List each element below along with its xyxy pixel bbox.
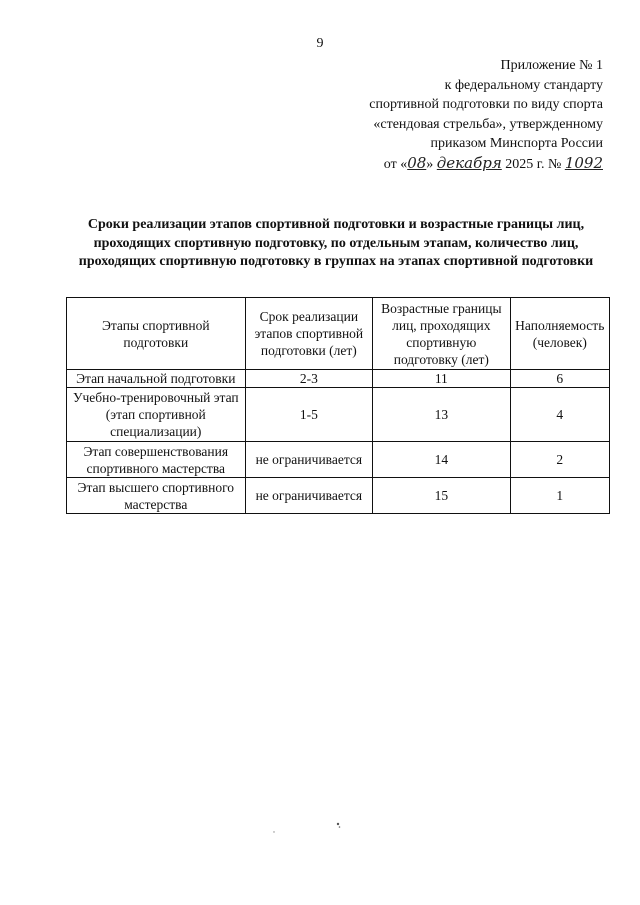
date-prefix: от « — [383, 156, 408, 172]
handwritten-month: декабря — [436, 153, 502, 172]
table-row — [67, 388, 610, 442]
handwritten-day: 08 — [407, 153, 427, 172]
cell-stage: Этап начальной подготовки — [67, 370, 246, 388]
document-title: Сроки реализации этапов спортивной подготовки и возрастные границы лиц, проходящих спортивную подготовку, по отдельным этапам, количество лиц, проходящих спортивную подготовку в группах на этапах спортивной подготовки — [78, 217, 594, 269]
table-row — [67, 370, 610, 388]
table-header-row — [67, 298, 610, 370]
header-capacity: Наполняемость (человек) — [510, 298, 609, 370]
scan-speck-marks — [270, 818, 390, 838]
appendix-line-3: спортивной подготовки по виду спорта — [369, 97, 603, 112]
appendix-line-2: к федеральному стандарту — [444, 77, 603, 93]
header-duration: Срок реализации этапов спортивной подготовки (лет) — [245, 298, 373, 370]
cell-age: 13 — [373, 388, 510, 442]
cell-duration: не ограничивается — [245, 478, 373, 514]
date-year: 2025 г. № — [505, 156, 562, 172]
header-stages: Этапы спортивной подготовки — [67, 298, 246, 370]
cell-age: 11 — [373, 370, 510, 388]
appendix-line-5: приказом Минспорта России — [430, 136, 603, 151]
cell-capacity: 4 — [510, 388, 609, 442]
stages-table — [66, 297, 610, 514]
cell-duration: 2-3 — [245, 370, 373, 388]
appendix-line-1: Приложение № 1 — [500, 58, 603, 73]
appendix-block — [303, 56, 603, 174]
date-mid: » — [426, 156, 434, 172]
cell-stage: Этап высшего спортивного мастерства — [67, 478, 246, 514]
cell-stage: Учебно-тренировочный этап (этап спортивной специализации) — [67, 388, 246, 442]
order-date-line — [303, 154, 603, 175]
cell-capacity: 2 — [510, 442, 609, 478]
table-row — [67, 442, 610, 478]
handwritten-order-number: 1092 — [564, 153, 603, 172]
cell-duration: не ограничивается — [245, 442, 373, 478]
table-row — [67, 478, 610, 514]
cell-age: 15 — [373, 478, 510, 514]
header-age-limits: Возрастные границы лиц, проходящих спортивную подготовку (лет) — [373, 298, 510, 370]
cell-stage: Этап совершенствования спортивного мастерства — [67, 442, 246, 478]
cell-capacity: 6 — [510, 370, 609, 388]
cell-capacity: 1 — [510, 478, 609, 514]
page-number: 9 — [316, 36, 324, 51]
cell-duration: 1-5 — [245, 388, 373, 442]
appendix-line-4: «стендовая стрельба», утвержденному — [373, 116, 603, 132]
cell-age: 14 — [373, 442, 510, 478]
